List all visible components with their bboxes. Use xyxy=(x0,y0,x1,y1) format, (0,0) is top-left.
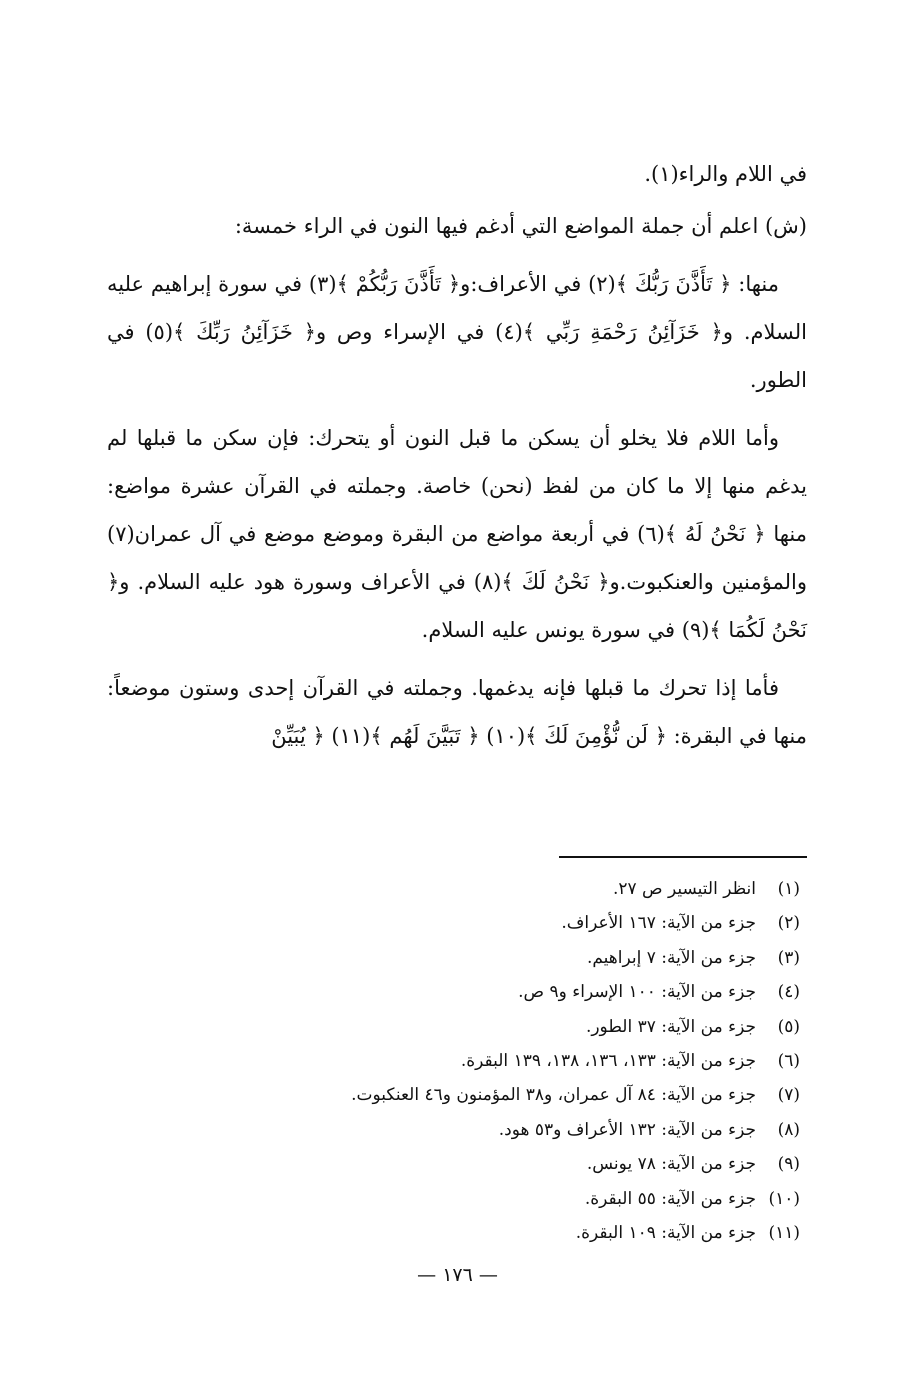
footnote-item xyxy=(160,1113,800,1147)
footnotes-list xyxy=(160,872,800,1250)
footnote-text: جزء من الآية: ١٠٩ البقرة. xyxy=(575,1223,756,1244)
footnote-number: (٥) xyxy=(777,1016,800,1037)
footnote-text: جزء من الآية: ٥٥ البقرة. xyxy=(584,1188,756,1209)
footnote-number: (١٠) xyxy=(768,1188,800,1209)
footnote-number: (١١) xyxy=(768,1223,800,1244)
footnote-item xyxy=(160,975,800,1009)
footnote-number: (٩) xyxy=(777,1154,800,1175)
footnote-number: (٣) xyxy=(777,947,800,968)
paragraph-1: في اللام والراء(١). xyxy=(644,162,807,186)
footnote-item xyxy=(160,1010,800,1044)
footnote-item xyxy=(160,1182,800,1216)
footnote-item xyxy=(160,1216,800,1250)
footnote-item xyxy=(160,941,800,975)
footnote-number: (٤) xyxy=(777,982,800,1003)
page-number: — ١٧٦ — xyxy=(417,1264,498,1286)
footnote-text: جزء من الآية: ٨٤ آل عمران، و٣٨ المؤمنون و٤٦ العنكبوت. xyxy=(351,1085,756,1106)
footnote-number: (٢) xyxy=(777,913,800,934)
footnote-text: جزء من الآية: ٧ إبراهيم. xyxy=(586,947,756,968)
footnote-text: جزء من الآية: ١٠٠ الإسراء و٩ ص. xyxy=(518,982,756,1003)
footnote-number: (٧) xyxy=(777,1085,800,1106)
footnote-text: انظر التيسير ص ٢٧. xyxy=(612,879,756,899)
footnote-number: (١) xyxy=(777,879,800,899)
footnote-text: جزء من الآية: ٣٧ الطور. xyxy=(585,1016,756,1037)
paragraph-2: (ش) اعلم أن جملة المواضع التي أدغم فيها النون في الراء خمسة: xyxy=(234,214,807,238)
footnote-item xyxy=(160,906,800,940)
paragraph-4: وأما اللام فلا يخلو أن يسكن ما قبل النون أو يتحرك: فإن سكن ما قبلها لم يدغم منها إلا ما كان من لفظ (نحن) خاصة. وجملته في القرآن عشرة مواضع: منها ﴿ نَحْنُ لَهُ ﴾(٦) في أربعة مواضع من البقرة وموضع موضع في آل عمران(٧) والمؤمنين والعنكبوت.و﴿ نَحْنُ لَكَ ﴾(٨) في الأعراف وسورة هود عليه السلام. و﴿ نَحْنُ لَكُمَا ﴾(٩) في سورة يونس عليه السلام. xyxy=(107,426,807,642)
footnote-item xyxy=(160,1044,800,1078)
footnote-item xyxy=(160,1147,800,1181)
footnote-text: جزء من الآية: ١٣٢ الأعراف و٥٣ هود. xyxy=(498,1119,756,1140)
footnote-text: جزء من الآية: ١٣٣، ١٣٦، ١٣٨، ١٣٩ البقرة. xyxy=(460,1051,756,1072)
footnote-text: جزء من الآية: ٧٨ يونس. xyxy=(586,1154,756,1175)
main-text xyxy=(107,150,807,760)
footnote-text: جزء من الآية: ١٦٧ الأعراف. xyxy=(561,913,756,934)
footnote-item xyxy=(160,872,800,906)
footnote-number: (٨) xyxy=(777,1119,800,1140)
footnote-number: (٦) xyxy=(777,1051,800,1072)
paragraph-3: منها: ﴿ تَأَذَّنَ رَبُّكَ ﴾(٢) في الأعراف:و﴿ تَأَذَّنَ رَبُّكُمْ ﴾(٣) في سورة إبراهيم عليه السلام. و﴿ خَزَآئِنُ رَحْمَةِ رَبِّي ﴾(٤) في الإسراء وص و﴿ خَزَآئِنُ رَبِّكَ ﴾(٥) في الطور. xyxy=(107,272,807,392)
footnote-item xyxy=(160,1078,800,1112)
footnote-divider xyxy=(559,856,807,858)
paragraph-5: فأما إذا تحرك ما قبلها فإنه يدغمها. وجملته في القرآن إحدى وستون موضعاً: منها في البقرة: ﴿ لَن نُّؤْمِنَ لَكَ ﴾(١٠) ﴿ تَبَيَّنَ لَهُم ﴾(١١) ﴿ يُبَيِّنْ xyxy=(107,676,807,748)
